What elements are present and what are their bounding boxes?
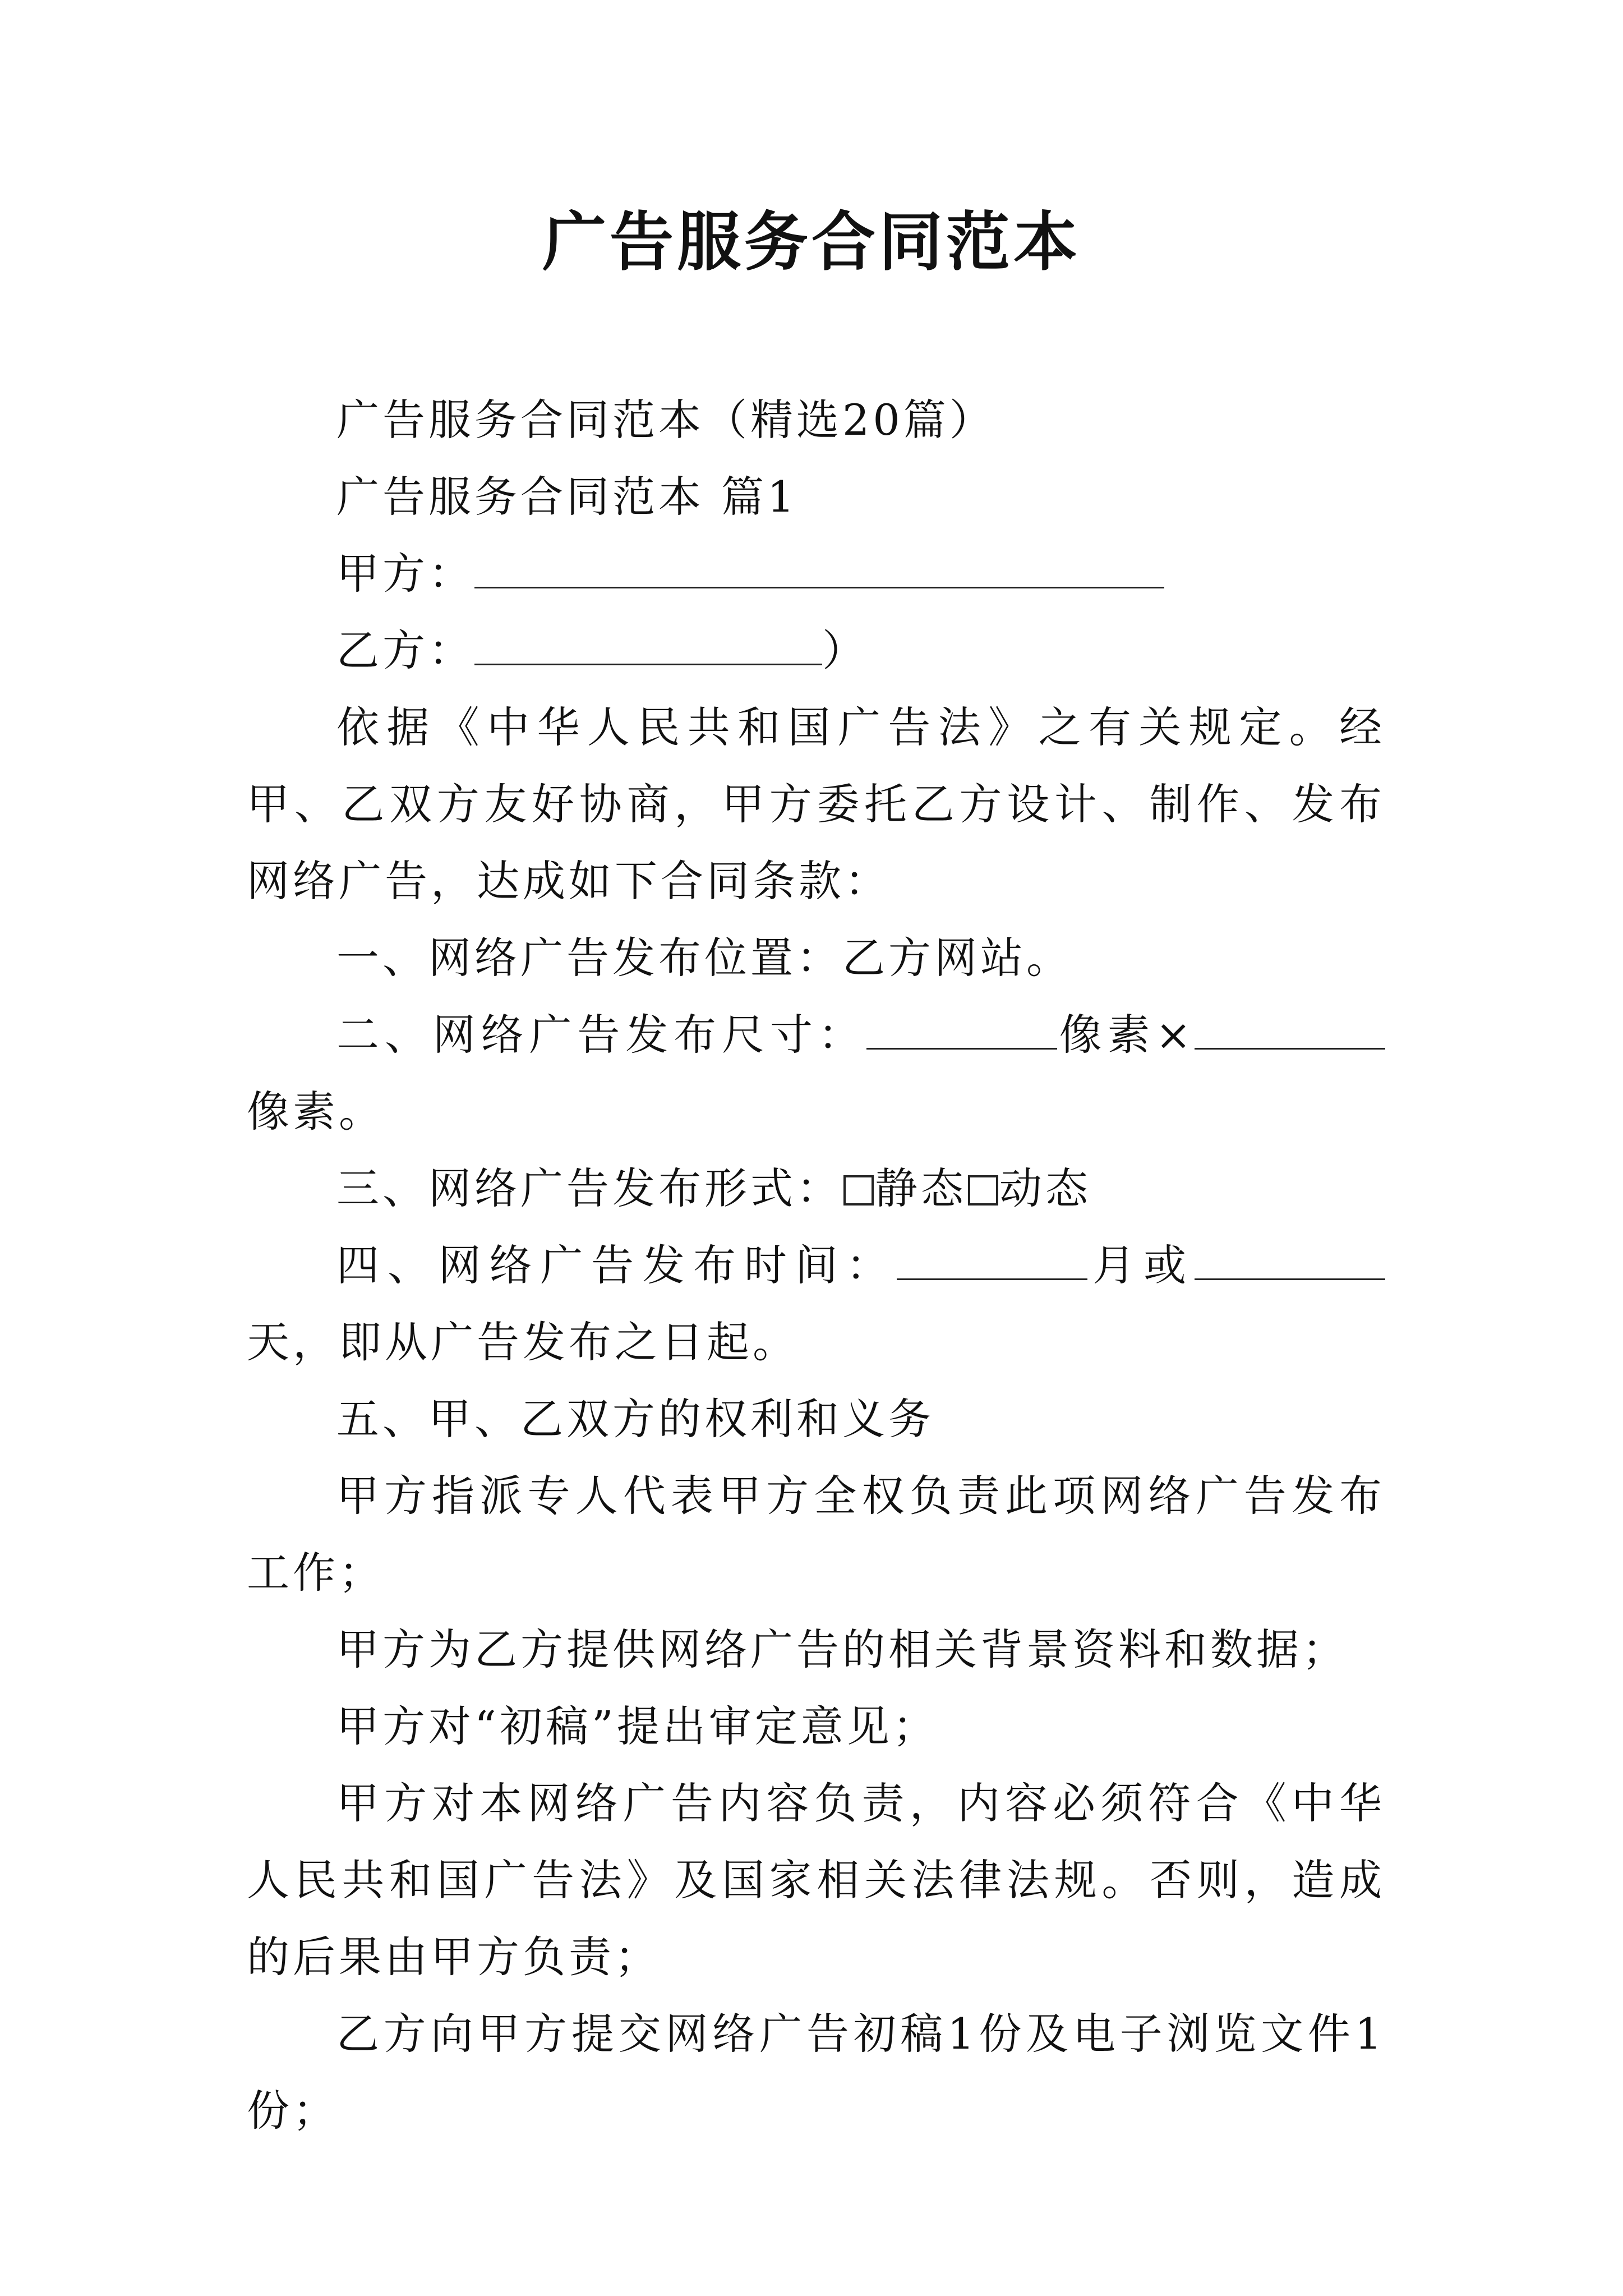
party-a-blank <box>474 546 1164 588</box>
clause-1: 一、网络广告发布位置：乙方网站。 <box>336 933 1072 983</box>
item-3: 甲方对“初稿”提出审定意见； <box>336 1701 939 1751</box>
item-5: 乙方向甲方提交网络广告初稿1份及电子浏览文件1份； <box>247 2009 1385 2136</box>
clause-2-unit-1: 像素× <box>1057 1010 1195 1060</box>
party-a-label: 甲方： <box>336 549 474 599</box>
clause-3-option-2: 动态 <box>999 1163 1091 1213</box>
document-subtitle: 广告服务合同范本（精选20篇） <box>336 395 995 445</box>
checkbox-static[interactable] <box>843 1175 874 1205</box>
item-1: 甲方指派专人代表甲方全权负责此项网络广告发布工作； <box>247 1471 1385 1598</box>
intro-paragraph: 依据《中华人民共和国广告法》之有关规定。经甲、乙双方友好协商，甲方委托乙方设计、制作、发布网络广告，达成如下合同条款： <box>247 702 1385 906</box>
clause-4-label: 四、网络广告发布时间： <box>336 1240 897 1290</box>
section-heading: 广告服务合同范本 篇1 <box>336 472 798 522</box>
clause-2-unit-2: 像素。 <box>247 1087 385 1137</box>
clause-4-unit-2: 天，即从广告发布之日起。 <box>247 1317 799 1367</box>
document-body <box>247 381 1385 2149</box>
clause-2 <box>247 996 1385 1150</box>
days-blank <box>1195 1238 1385 1280</box>
item-4: 甲方对本网络广告内容负责，内容必须符合《中华人民共和国广告法》及国家相关法律法规。否则，造成的后果由甲方负责； <box>247 1778 1385 1982</box>
party-a-line <box>247 535 1385 612</box>
clause-3-option-1: 静态 <box>875 1163 967 1213</box>
clause-4 <box>247 1227 1385 1381</box>
height-blank <box>1195 1007 1385 1050</box>
document-title: 广告服务合同范本 <box>542 204 1081 279</box>
clause-5: 五、甲、乙双方的权利和义务 <box>336 1394 934 1444</box>
months-blank <box>897 1238 1087 1280</box>
clause-3 <box>247 1150 1385 1227</box>
clause-2-label: 二、网络广告发布尺寸： <box>336 1010 866 1060</box>
party-b-suffix: ） <box>822 625 868 675</box>
clause-4-unit-1: 月或 <box>1087 1240 1195 1290</box>
clause-3-label: 三、网络广告发布形式： <box>336 1163 842 1213</box>
width-blank <box>866 1007 1057 1050</box>
party-b-label: 乙方： <box>336 625 474 675</box>
checkbox-dynamic[interactable] <box>968 1175 998 1205</box>
party-b-blank <box>474 623 822 665</box>
item-2: 甲方为乙方提供网络广告的相关背景资料和数据； <box>336 1625 1348 1674</box>
party-b-line <box>247 612 1385 689</box>
